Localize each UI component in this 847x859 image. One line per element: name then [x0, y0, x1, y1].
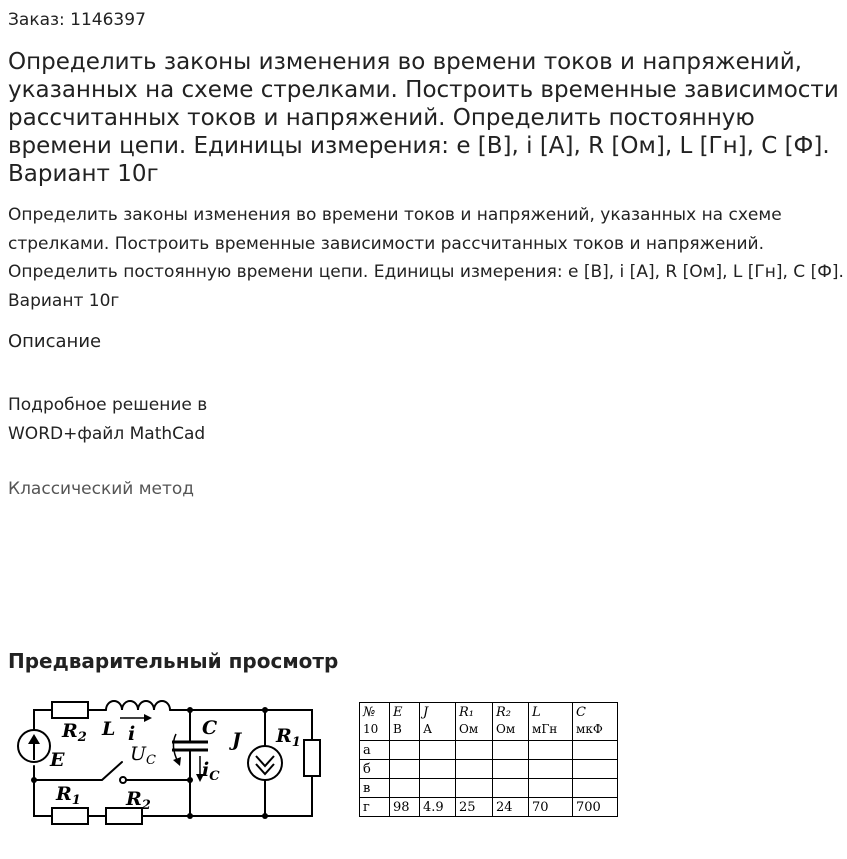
resistor-r1-bottom: [52, 808, 88, 824]
resistor-r1-right: [304, 740, 320, 776]
table-cell: г: [360, 798, 390, 817]
table-cell: [420, 741, 456, 760]
table-cell: [573, 760, 618, 779]
switch-wire: [34, 762, 122, 780]
table-cell: 98: [390, 798, 420, 817]
table-header-cell: E В: [390, 703, 420, 741]
table-cell: [456, 741, 493, 760]
description-heading: Описание: [8, 331, 102, 352]
table-cell: в: [360, 779, 390, 798]
label-uc: $U_C$: [130, 743, 156, 768]
resistor-r2-bottom: [106, 808, 142, 824]
table-cell: [493, 779, 529, 798]
table-cell: [573, 741, 618, 760]
switch-contact: [120, 777, 126, 783]
table-cell: [529, 741, 573, 760]
table-header-cell: R₁ Ом: [456, 703, 493, 741]
table-cell: [493, 760, 529, 779]
circuit-node: [262, 707, 268, 713]
voltage-uc-arrow: [173, 734, 178, 762]
label-c: C: [202, 717, 218, 739]
table-header-cell: L мГн: [529, 703, 573, 741]
current-i-arrowhead: [144, 714, 152, 722]
label-r1-right: $R_1$: [276, 725, 301, 750]
circuit-node: [187, 707, 193, 713]
page-title: Определить законы изменения во времени токов и напряжений, указанных на схеме стрелками. Построить временные зависимости рассчитанных токов и напряжений. Определить постоянную времени цепи. Единицы измерения: e [В], i [А], R [Ом], L [Гн], C [Ф]. Вариант 10г: [8, 49, 839, 187]
order-number: Заказ: 1146397: [8, 10, 146, 30]
circuit-diagram: [10, 690, 330, 830]
variant-table: [359, 702, 618, 817]
table-cell: [573, 779, 618, 798]
table-cell: [493, 741, 529, 760]
table-cell: 700: [573, 798, 618, 817]
table-cell: [456, 760, 493, 779]
table-header-cell: R₂ Ом: [493, 703, 529, 741]
table-cell: а: [360, 741, 390, 760]
table-cell: [420, 779, 456, 798]
table-cell: [529, 760, 573, 779]
table-row: [360, 798, 618, 817]
solution-format-text: Подробное решение в WORD+файл MathCad: [8, 395, 208, 444]
table-header-row: [360, 703, 618, 741]
table-cell: 4.9: [420, 798, 456, 817]
label-j: J: [232, 729, 241, 751]
table-cell: б: [360, 760, 390, 779]
method-text: Классический метод: [8, 479, 195, 499]
label-r2-top: $R_2$: [62, 720, 87, 745]
circuit-node: [187, 813, 193, 819]
table-header-cell: C мкФ: [573, 703, 618, 741]
table-header-cell: № 10: [360, 703, 390, 741]
label-r2-bottom: $R_2$: [126, 788, 151, 813]
resistor-r2-top: [52, 702, 88, 718]
table-cell: 25: [456, 798, 493, 817]
label-i: i: [128, 723, 136, 745]
table-header-cell: J А: [420, 703, 456, 741]
label-e: E: [50, 749, 65, 771]
table-cell: [390, 741, 420, 760]
label-ic: $i_C$: [202, 759, 220, 784]
table-cell: [390, 779, 420, 798]
table-cell: 24: [493, 798, 529, 817]
table-row: [360, 741, 618, 760]
table-cell: [390, 760, 420, 779]
table-cell: [456, 779, 493, 798]
label-r1-bottom: $R_1$: [56, 783, 81, 808]
table-cell: [529, 779, 573, 798]
table-row: [360, 760, 618, 779]
circuit-node: [262, 813, 268, 819]
table-row: [360, 779, 618, 798]
table-cell: [420, 760, 456, 779]
table-cell: 70: [529, 798, 573, 817]
label-l: L: [102, 718, 116, 740]
circuit-node: [187, 777, 193, 783]
circuit-node: [31, 777, 37, 783]
task-description: Определить законы изменения во времени токов и напряжений, указанных на схеме стрелками. Построить временные зависимости рассчитанных токов и напряжений. Определить постоянную времени цепи. Единицы измерения: e [В], i [А], R [Ом], L [Гн], C [Ф]. Вариант 10г: [8, 205, 844, 311]
inductor-coil: [106, 701, 170, 710]
preview-heading: Предварительный просмотр: [8, 649, 339, 673]
